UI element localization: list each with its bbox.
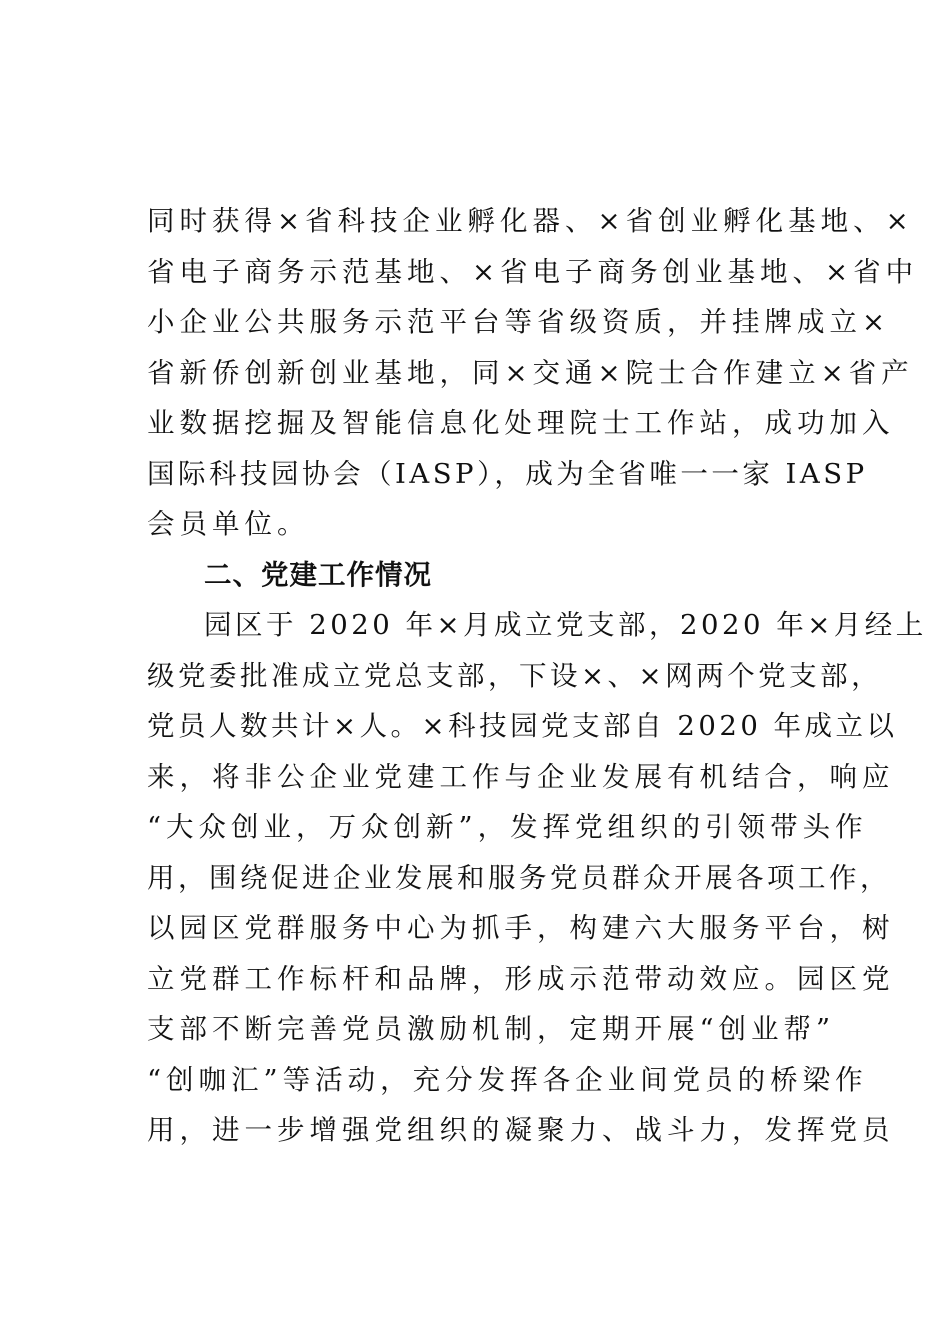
paragraph-2-line: 来，将非公企业党建工作与企业发展有机结合，响应 [147,760,895,793]
paragraph-2 [147,600,927,1156]
paragraph-1-line: 省新侨创新创业基地，同×交通×院士合作建立×省产 [147,356,914,389]
paragraph-2-line: 用，围绕促进企业发展和服务党员群众开展各项工作， [147,861,891,894]
paragraph-1 [147,196,919,550]
paragraph-1-line: 国际科技园协会（IASP），成为全省唯一一家 IASP [147,457,868,490]
document-body [147,196,927,1156]
paragraph-2-line: 用，进一步增强党组织的凝聚力、战斗力，发挥党员 [147,1114,895,1146]
paragraph-1-line: 省电子商务示范基地、×省电子商务创业基地、×省中 [147,255,919,288]
paragraph-2-line: “创咖汇”等活动，充分发挥各企业间党员的桥梁作 [147,1063,868,1096]
paragraph-1-line: 同时获得×省科技企业孵化器、×省创业孵化基地、× [147,205,914,237]
paragraph-2-line: “大众创业，万众创新”，发挥党组织的引领带头作 [147,811,868,843]
paragraph-1-line: 业数据挖掘及智能信息化处理院士工作站，成功加入 [147,407,895,439]
paragraph-2-line: 支部不断完善党员激励机制，定期开展“创业帮” [147,1013,836,1045]
paragraph-1-line: 小企业公共服务示范平台等省级资质，并挂牌成立× [147,306,891,338]
paragraph-1-line: 会员单位。 [147,508,310,540]
paragraph-2-line: 以园区党群服务中心为抓手，构建六大服务平台，树 [147,912,895,944]
paragraph-2-line: 立党群工作标杆和品牌，形成示范带动效应。园区党 [147,962,895,995]
paragraph-2-line: 级党委批准成立党总支部，下设×、×网两个党支部， [147,659,883,692]
paragraph-2-line: 园区于 2020 年×月成立党支部，2020 年×月经上 [204,609,927,641]
paragraph-2-line: 党员人数共计×人。×科技园党支部自 2020 年成立以 [147,710,898,742]
section-heading: 二、党建工作情况 [204,558,432,591]
